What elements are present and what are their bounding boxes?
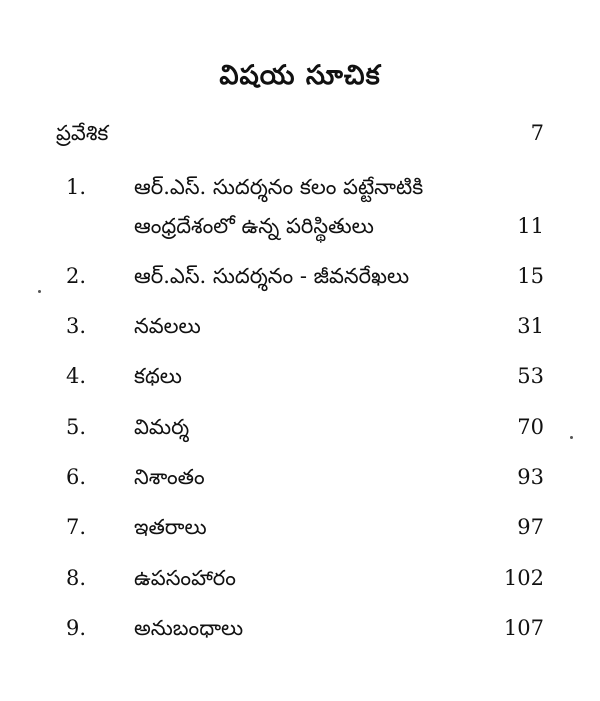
toc-row-4 <box>0 359 600 393</box>
toc-number: 9. <box>66 616 87 640</box>
toc-label: ఉపసంహారం <box>134 566 236 590</box>
toc-label: ఆంధ్రదేశంలో ఉన్న పరిస్థితులు <box>134 214 374 238</box>
toc-page-number: 11 <box>517 214 544 238</box>
toc-page-number: 15 <box>517 264 544 288</box>
toc-page-number: 102 <box>503 566 544 590</box>
toc-label: విమర్శ <box>134 415 190 439</box>
toc-number: 2. <box>66 264 87 288</box>
toc-row-intro <box>0 116 600 150</box>
toc-row-8 <box>0 561 600 595</box>
toc-page-number: 93 <box>517 465 544 489</box>
toc-label: ప్రవేశిక <box>56 121 109 145</box>
toc-row-5 <box>0 410 600 444</box>
toc-number: 5. <box>66 415 87 439</box>
toc-label: ఆర్.ఎస్. సుదర్శనం - జీవనరేఖలు <box>134 264 410 288</box>
toc-row-3 <box>0 309 600 343</box>
scan-speck <box>38 290 41 293</box>
toc-label: ఆర్.ఎస్. సుదర్శనం కలం పట్టేనాటికి <box>134 175 424 199</box>
toc-page-number: 7 <box>530 121 544 145</box>
toc-number: 6. <box>66 465 87 489</box>
toc-page-number: 53 <box>517 364 544 388</box>
toc-label: ఇతరాలు <box>134 515 207 539</box>
toc-label: అనుబంధాలు <box>134 616 244 640</box>
toc-page-number: 70 <box>517 415 544 439</box>
toc-number: 8. <box>66 566 87 590</box>
toc-row-1 <box>0 170 600 204</box>
toc-page-number: 97 <box>517 515 544 539</box>
toc-label: కథలు <box>134 364 182 388</box>
scan-speck <box>570 436 573 439</box>
toc-row-9 <box>0 611 600 645</box>
toc-number: 7. <box>66 515 87 539</box>
toc-row-1-continued <box>0 209 600 243</box>
toc-number: 4. <box>66 364 87 388</box>
toc-row-6 <box>0 460 600 494</box>
toc-label: నిశాంతం <box>134 465 205 489</box>
toc-number: 1. <box>66 175 87 199</box>
toc-number: 3. <box>66 314 87 338</box>
toc-page-number: 31 <box>517 314 544 338</box>
toc-title: విషయ సూచిక <box>219 60 381 91</box>
toc-row-2 <box>0 259 600 293</box>
toc-label: నవలలు <box>134 314 201 338</box>
toc-row-7 <box>0 510 600 544</box>
toc-page-number: 107 <box>503 616 544 640</box>
